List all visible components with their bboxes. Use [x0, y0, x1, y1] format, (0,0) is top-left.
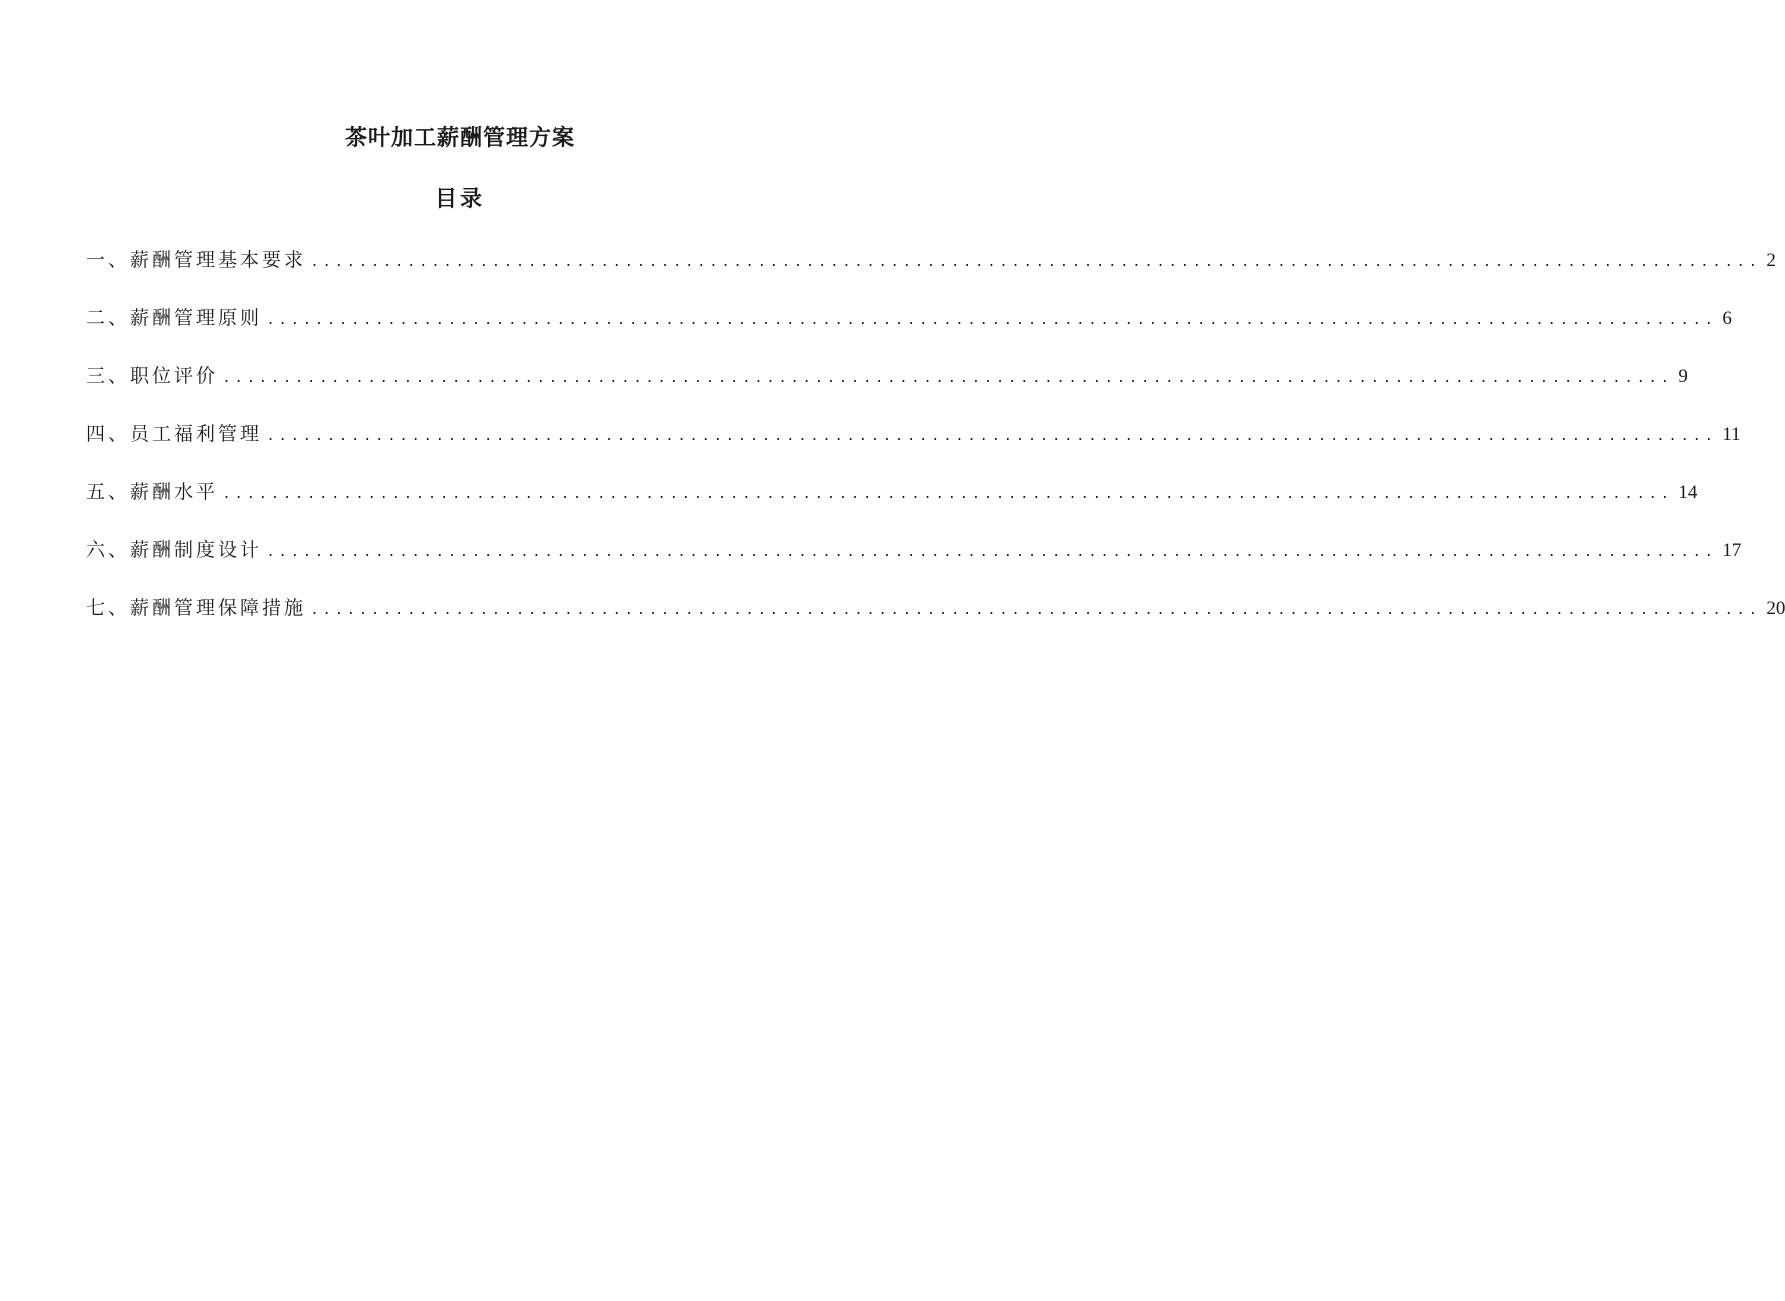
toc-entry-number: 五、	[86, 481, 131, 503]
toc-entry[interactable]	[86, 535, 1742, 593]
toc-entry-page: 9	[1678, 366, 1688, 387]
dot-leader: ........................................................................................................................	[224, 367, 1675, 386]
dot-leader: ........................................................................................................................	[312, 599, 1763, 618]
toc-entry-page: 17	[1722, 540, 1742, 561]
dot-leader: ........................................................................................................................	[312, 251, 1763, 270]
toc-entry-label: 薪酬水平	[130, 481, 219, 503]
toc-entry-label: 员工福利管理	[130, 423, 263, 445]
toc-entry-label: 薪酬管理保障措施	[130, 597, 307, 619]
toc-entry[interactable]	[86, 419, 1741, 477]
dot-leader: ........................................................................................................................	[268, 425, 1719, 444]
dot-leader: ........................................................................................................................	[268, 541, 1719, 560]
toc-entry-number: 一、	[86, 249, 131, 271]
toc-entry-page: 2	[1766, 250, 1776, 271]
toc-entry[interactable]	[86, 303, 1732, 361]
toc-entry-label: 薪酬管理基本要求	[130, 249, 307, 271]
toc-heading: 目录	[434, 187, 485, 212]
toc-entry-page: 14	[1678, 482, 1698, 503]
toc-entry-label: 薪酬管理原则	[130, 307, 263, 329]
document-title: 茶叶加工薪酬管理方案	[344, 126, 575, 151]
dot-leader: ........................................................................................................................	[268, 309, 1719, 328]
toc-entry-number: 七、	[86, 597, 131, 619]
toc-entry-label: 职位评价	[130, 365, 219, 387]
dot-leader: ........................................................................................................................	[224, 483, 1675, 502]
toc-entry-number: 二、	[86, 307, 131, 329]
toc-entry[interactable]	[86, 477, 1698, 535]
toc-entry[interactable]	[86, 361, 1688, 419]
toc-entry[interactable]	[86, 593, 1785, 651]
toc-entry-label: 薪酬制度设计	[130, 539, 263, 561]
toc-entry-page: 11	[1722, 424, 1741, 445]
toc-entry-number: 四、	[86, 423, 131, 445]
toc-entry-number: 六、	[86, 539, 131, 561]
table-of-contents	[86, 245, 1785, 651]
toc-entry-page: 20	[1766, 598, 1785, 619]
toc-entry[interactable]	[86, 245, 1776, 303]
toc-entry-page: 6	[1722, 308, 1732, 329]
toc-entry-number: 三、	[86, 365, 131, 387]
